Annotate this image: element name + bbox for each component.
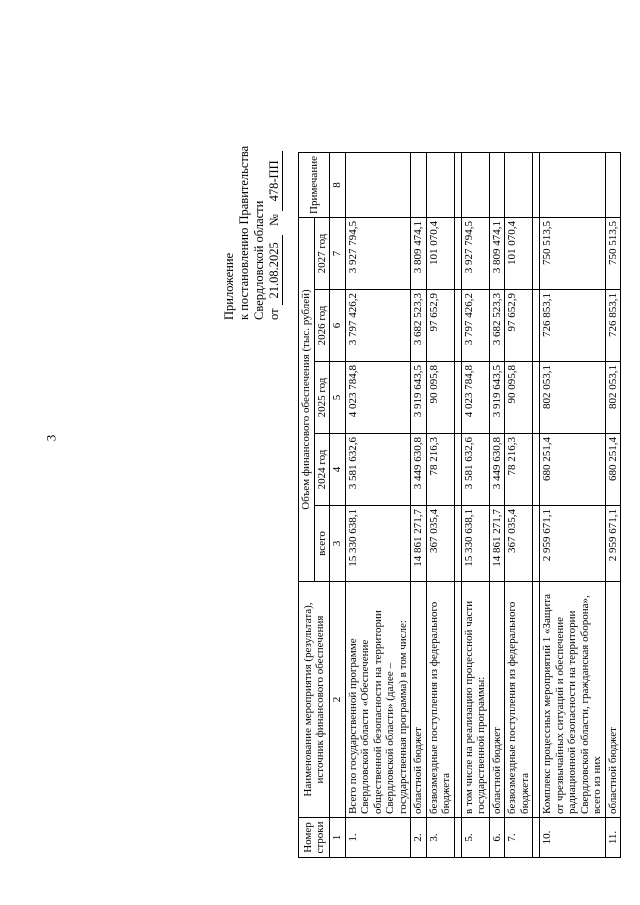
row-2024: 78 216,3	[426, 434, 454, 506]
row-number: 2.	[411, 818, 427, 858]
table-row	[489, 153, 505, 858]
row-total: 15 330 638,1	[461, 506, 489, 582]
row-number: 5.	[461, 818, 489, 858]
row-2024: 680 251,4	[605, 434, 621, 506]
row-total: 2 959 671,1	[540, 506, 606, 582]
row-total: 14 861 271,7	[489, 506, 505, 582]
column-number-row	[330, 153, 346, 858]
row-note	[540, 153, 606, 218]
row-note	[411, 153, 427, 218]
number-prefix: №	[267, 214, 281, 226]
header-note: Примечание	[299, 153, 330, 218]
table-row	[461, 153, 489, 858]
row-total: 367 035,4	[505, 506, 533, 582]
header-date-line	[267, 40, 283, 320]
col-num: 6	[330, 290, 346, 362]
row-note	[489, 153, 505, 218]
row-note	[345, 153, 411, 218]
header-total: всего	[314, 506, 330, 582]
col-num: 3	[330, 506, 346, 582]
row-2027: 750 513,5	[540, 218, 606, 290]
decree-date: 21.08.2025	[267, 235, 283, 305]
row-2026: 3 797 426,2	[461, 290, 489, 362]
header-line-2: к постановлению Правительства	[237, 145, 251, 320]
row-total: 15 330 638,1	[345, 506, 411, 582]
row-name: областной бюджет	[489, 582, 505, 818]
row-total: 14 861 271,7	[411, 506, 427, 582]
row-2026: 97 652,9	[505, 290, 533, 362]
header-line-3: Свердловской области	[252, 200, 266, 320]
row-2024: 680 251,4	[540, 434, 606, 506]
header-2027: 2027 год	[314, 218, 330, 290]
row-2025: 90 095,8	[426, 362, 454, 434]
row-2025: 4 023 784,8	[461, 362, 489, 434]
row-name: безвозмездные поступления из федерального бюджета	[505, 582, 533, 818]
col-num: 2	[330, 582, 346, 818]
row-total: 2 959 671,1	[605, 506, 621, 582]
row-number: 10.	[540, 818, 606, 858]
row-2024: 3 449 630,8	[489, 434, 505, 506]
row-2027: 101 070,4	[505, 218, 533, 290]
col-num: 1	[330, 818, 346, 858]
row-note	[461, 153, 489, 218]
row-number: 1.	[345, 818, 411, 858]
row-2025: 802 053,1	[605, 362, 621, 434]
row-separator	[454, 153, 461, 858]
row-2027: 3 809 474,1	[489, 218, 505, 290]
header-2025: 2025 год	[314, 362, 330, 434]
row-name: безвозмездные поступления из федерального бюджета	[426, 582, 454, 818]
header-line-1: Приложение	[222, 252, 236, 320]
row-note	[426, 153, 454, 218]
row-note	[605, 153, 621, 218]
row-2027: 3 927 794,5	[461, 218, 489, 290]
header-2026: 2026 год	[314, 290, 330, 362]
row-name: в том числе на реализацию процессной части государственной программы:	[461, 582, 489, 818]
row-name: Всего по государственной программе Свердловской области «Обеспечение общественной безопасности на территории Свердловской области» (далее – государственная программа) в том числе:	[345, 582, 411, 818]
date-prefix: от	[267, 308, 281, 320]
row-2027: 3 809 474,1	[411, 218, 427, 290]
row-2027: 3 927 794,5	[345, 218, 411, 290]
row-2024: 3 449 630,8	[411, 434, 427, 506]
row-number: 3.	[426, 818, 454, 858]
col-num: 8	[330, 153, 346, 218]
funding-table	[298, 152, 621, 858]
header-row-number: Номер строки	[299, 818, 330, 858]
rotated-page	[178, 30, 638, 872]
row-number: 11.	[605, 818, 621, 858]
header-2024: 2024 год	[314, 434, 330, 506]
row-2026: 97 652,9	[426, 290, 454, 362]
table-row	[605, 153, 621, 858]
row-2024: 3 581 632,6	[461, 434, 489, 506]
decree-number: 478-ПП	[267, 151, 283, 211]
row-number: 7.	[505, 818, 533, 858]
row-total: 367 035,4	[426, 506, 454, 582]
table-row	[505, 153, 533, 858]
row-2025: 3 919 643,5	[411, 362, 427, 434]
row-2027: 750 513,5	[605, 218, 621, 290]
header-name: Наименование мероприятия (результата), источник финансового обеспечения	[299, 582, 330, 818]
row-2027: 101 070,4	[426, 218, 454, 290]
col-num: 4	[330, 434, 346, 506]
row-name: областной бюджет	[605, 582, 621, 818]
row-2025: 90 095,8	[505, 362, 533, 434]
appendix-header	[222, 40, 283, 320]
table-row	[345, 153, 411, 858]
table-row	[426, 153, 454, 858]
col-num: 7	[330, 218, 346, 290]
row-2026: 3 682 523,3	[489, 290, 505, 362]
header-funding: Объем финансового обеспечения (тыс. рублей)	[299, 218, 315, 582]
table-row	[540, 153, 606, 858]
row-2024: 3 581 632,6	[345, 434, 411, 506]
row-2025: 4 023 784,8	[345, 362, 411, 434]
row-separator	[533, 153, 540, 858]
row-2026: 3 682 523,3	[411, 290, 427, 362]
row-name: Комплекс процессных мероприятий 1 «Защита от чрезвычайных ситуаций и обеспечение радиационной безопасности на территории Свердловской области, гражданская оборона», всего из них	[540, 582, 606, 818]
row-2026: 3 797 426,2	[345, 290, 411, 362]
row-name: областной бюджет	[411, 582, 427, 818]
row-2024: 78 216,3	[505, 434, 533, 506]
row-2025: 3 919 643,5	[489, 362, 505, 434]
row-note	[505, 153, 533, 218]
page-number: 3	[43, 434, 59, 442]
row-2025: 802 053,1	[540, 362, 606, 434]
table-row	[411, 153, 427, 858]
col-num: 5	[330, 362, 346, 434]
row-number: 6.	[489, 818, 505, 858]
row-2026: 726 853,1	[540, 290, 606, 362]
row-2026: 726 853,1	[605, 290, 621, 362]
